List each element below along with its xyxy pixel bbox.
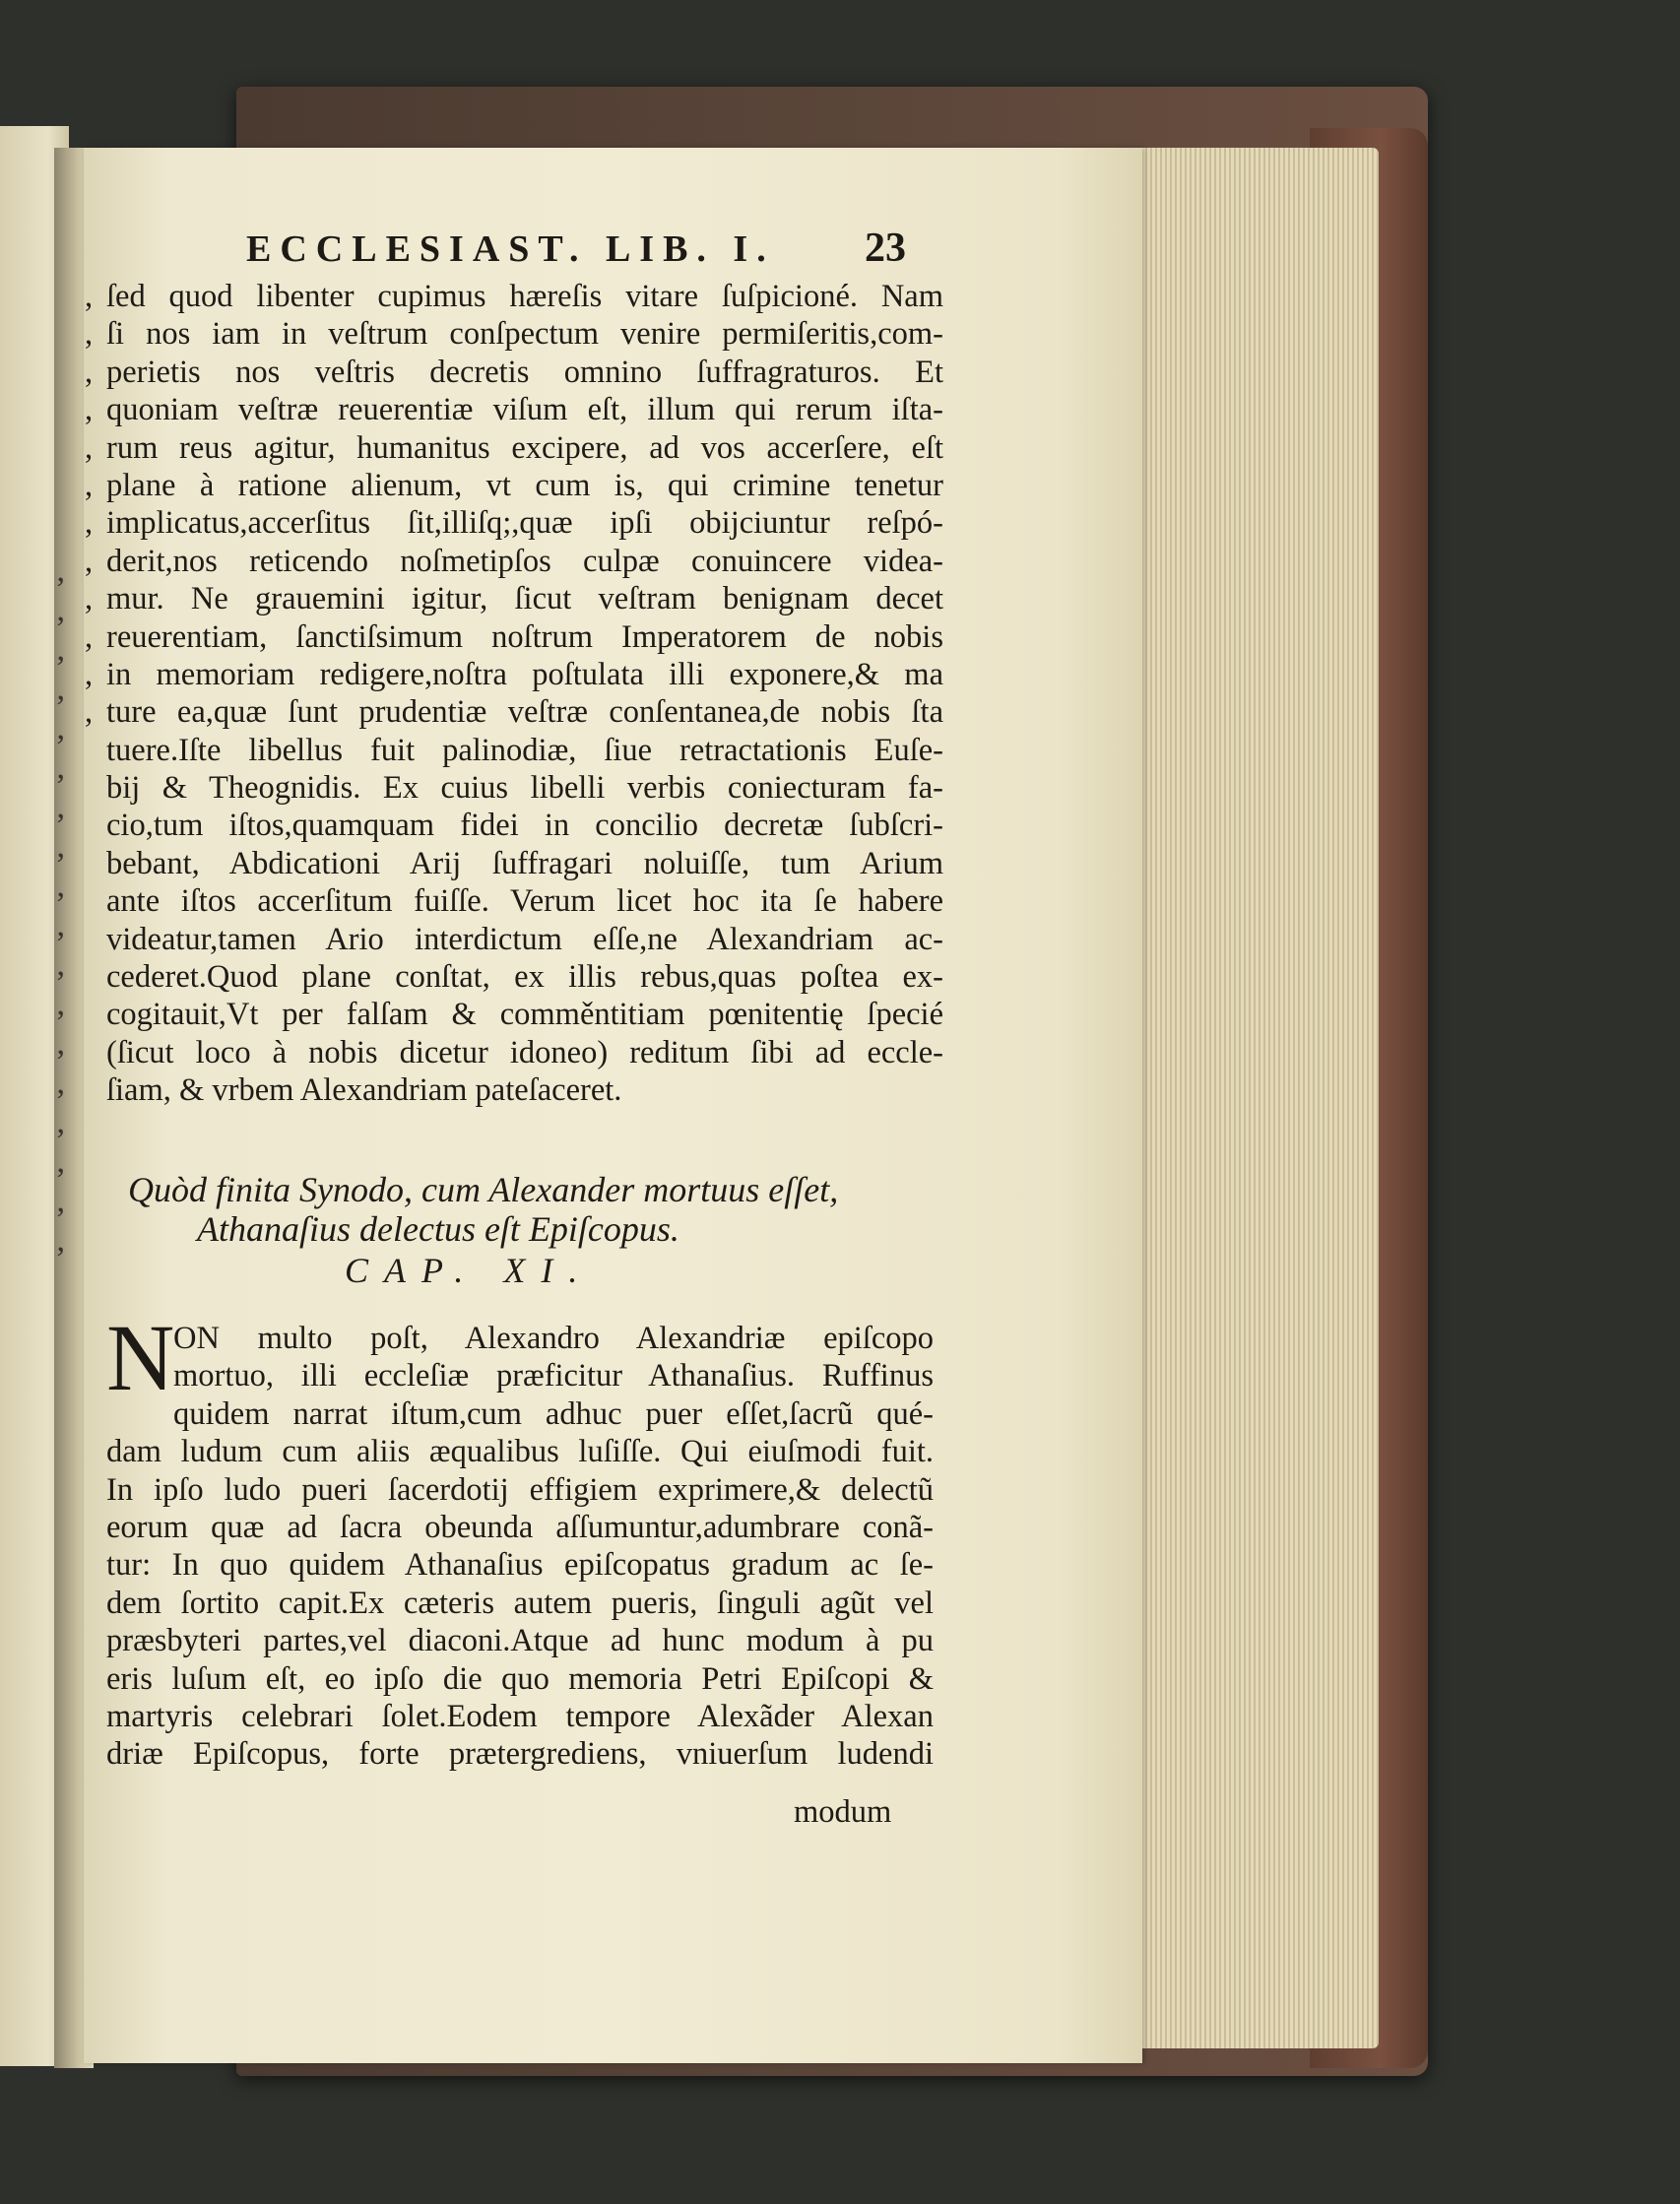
quote-mark: , <box>85 316 94 353</box>
text-line: , ture ea,quæ ſunt prudentiæ veſtræ conſentanea,de nobis ſta <box>85 694 943 731</box>
text-line: eris luſum eſt, eo ipſo die quo memoria Petri Epiſcopi & <box>106 1660 934 1697</box>
text-line: tuere.Iſte libellus fuit palinodiæ, ſiue retractationis Euſe- <box>106 732 943 768</box>
text-line: quidem narrat iſtum,cum adhuc puer eſſet,ſacrũ qué- <box>173 1395 934 1432</box>
quote-mark: , <box>85 467 94 503</box>
text-line: cederet.Quod plane conſtat, ex illis rebus,quas poſtea ex- <box>106 959 943 996</box>
text-line: , plane à ratione alienum, vt cum is, qui crimine tenetur <box>85 467 943 503</box>
text-line: martyris celebrari ſolet.Eodem tempore Alexãder Alexan <box>106 1698 934 1734</box>
text-line: , ſi nos iam in veſtrum conſpectum venire permiſeritis,com- <box>85 316 943 353</box>
quote-mark: , <box>85 543 94 579</box>
quote-mark: , <box>85 618 94 655</box>
catchword: modum <box>794 1794 892 1830</box>
text-line: ON multo poſt, Alexandro Alexandriæ epiſcopo <box>173 1321 934 1356</box>
text-line: , mur. Ne grauemini igitur, ſicut veſtram benignam decet <box>85 581 943 617</box>
quote-mark: , <box>85 694 94 731</box>
text-line: ante iſtos accerſitum fuiſſe. Verum licet hoc ita ſe habere <box>106 883 943 920</box>
text-line: , perietis nos veſtris decretis omnino ſuffragraturos. Et <box>85 354 943 390</box>
text-line: , quoniam veſtræ reuerentiæ viſum eſt, illum qui rerum iſta- <box>85 392 943 428</box>
text-line: cio,tum iſtos,quamquam fidei in concilio decretæ ſubſcri- <box>106 808 943 844</box>
text-line: bij & Theognidis. Ex cuius libelli verbis coniecturam fa- <box>106 770 943 807</box>
page-number: 23 <box>865 226 906 271</box>
text-line: bebant, Abdicationi Arij ſuffragari noluiſſe, tum Arium <box>106 845 943 881</box>
text-line: mortuo, illi eccleſiæ præficitur Athanaſius. Ruffinus <box>173 1358 934 1394</box>
text-line: præsbyteri partes,vel diaconi.Atque ad hunc modum à pu <box>106 1623 934 1659</box>
text-line: , in memoriam redigere,noſtra poſtulata illi exponere,& ma <box>85 656 943 692</box>
quote-mark: , <box>85 429 94 466</box>
text-line: (ſicut loco à nobis dicetur idoneo) reditum ſibi ad eccle- <box>106 1034 943 1070</box>
chapter-heading-line: Athanaſius delectus eſt Epiſcopus. <box>197 1209 679 1249</box>
text-line: , reuerentiam, ſanctiſsimum noſtrum Imperatorem de nobis <box>85 618 943 655</box>
text-line: , derit,nos reticendo noſmetipſos culpæ conuincere videa- <box>85 543 943 579</box>
quote-mark: , <box>85 581 94 617</box>
text-line: , implicatus,accerſitus ſit,illiſq;,quæ ipſi obijciuntur reſpó- <box>85 505 943 542</box>
page-edges <box>1132 148 1379 2048</box>
quote-mark: , <box>85 279 94 314</box>
text-line: , ſed quod libenter cupimus hæreſis vitare ſuſpicioné. Nam <box>85 279 943 314</box>
text-line: ſiam, & vrbem Alexandriam pateſaceret. <box>106 1072 622 1109</box>
running-head <box>246 225 906 274</box>
text-line: driæ Epiſcopus, forte prætergrediens, vniuerſum ludendi <box>106 1736 934 1773</box>
quoted-passage <box>85 278 943 1110</box>
facing-page-text-fragments: , , , , , , , , , , , , , , , , , , <box>56 552 65 1259</box>
chapter-heading <box>108 1170 926 1290</box>
chapter-number: CAP. XI. <box>345 1251 594 1290</box>
chapter-heading-line: Quòd finita Synodo, cum Alexander mortuus eſſet, <box>128 1170 839 1209</box>
text-line: dem ſortito capit.Ex cæteris autem pueris, ſinguli agũt vel <box>106 1585 934 1621</box>
chapter-text <box>106 1305 934 1774</box>
quote-mark: , <box>85 392 94 428</box>
quote-mark: , <box>85 354 94 390</box>
text-line: dam ludum cum aliis æqualibus luſiſſe. Qui eiuſmodi fuit. <box>106 1434 934 1470</box>
text-line: cogitauit,Vt per falſam & comměntitiam pœnitentię ſpecié <box>106 997 943 1033</box>
text-line: eorum quæ ad ſacra obeunda aſſumuntur,adumbrare conã- <box>106 1509 934 1545</box>
running-head-title: ECCLESIAST. LIB. I. <box>246 228 775 270</box>
text-line: In ipſo ludo pueri ſacerdotij effigiem exprimere,& delectũ <box>106 1471 934 1508</box>
text-line: videatur,tamen Ario interdictum eſſe,ne Alexandriam ac- <box>106 921 943 957</box>
text-line: tur: In quo quidem Athanaſius epiſcopatus gradum ac ſe- <box>106 1547 934 1584</box>
quote-mark: , <box>85 656 94 692</box>
text-line: , rum reus agitur, humanitus excipere, ad vos accerſere, eſt <box>85 429 943 466</box>
drop-cap: N <box>106 1305 175 1410</box>
quote-mark: , <box>85 505 94 542</box>
